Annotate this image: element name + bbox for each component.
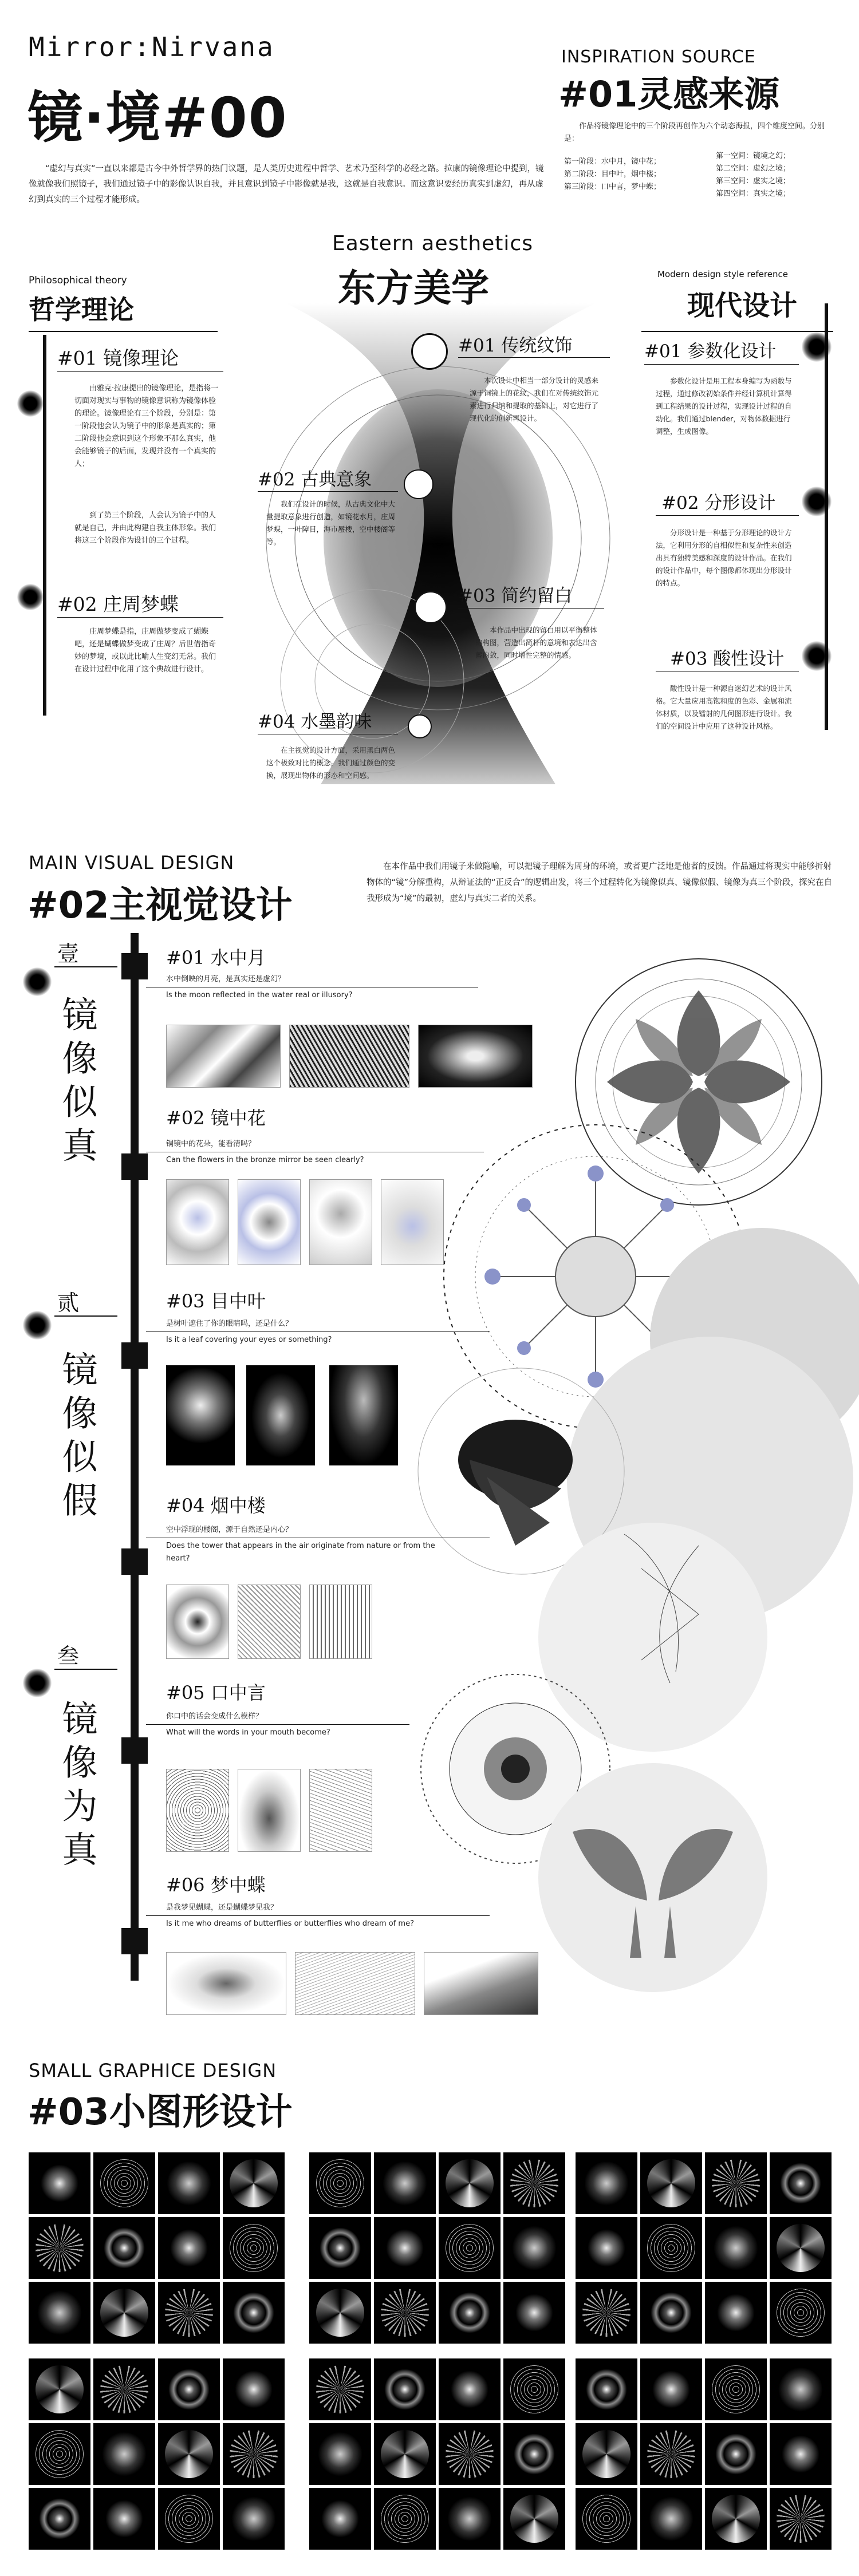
graphic-glyph-icon	[100, 2289, 148, 2337]
graphic-glyph-icon	[647, 2159, 695, 2207]
graphic-glyph-icon	[381, 2289, 429, 2337]
small-graphic-tile	[576, 2217, 637, 2279]
blur-dot-icon	[23, 967, 52, 996]
graphic-glyph-icon	[36, 2224, 84, 2272]
small-graphic-tile	[93, 2488, 155, 2550]
main-item-title: #05 口中言	[166, 1682, 266, 1704]
philosophy-item-text: 由雅克·拉康提出的镜像理论，是指将一切面对现实与事物的镜像意识称为镜像体验的理论。镜像理论有三个阶段，分别是：第一阶段他会认为镜子中的形象是真实的；第二阶段他会意识到这个形象不那么真实，他会能够镜子的后面，发现并没有一个真实的人；	[74, 384, 219, 468]
artwork-thumbnail	[246, 1365, 315, 1465]
small-graphic-tile	[223, 2358, 285, 2420]
graphic-glyph-icon	[100, 2224, 148, 2272]
small-graphic-tile	[640, 2358, 702, 2420]
modern-title: 现代设计	[687, 290, 798, 322]
graphic-glyph-icon	[582, 2224, 631, 2272]
main-item-title: #04 烟中楼	[166, 1495, 266, 1516]
small-graphic-tile	[640, 2282, 702, 2344]
artwork-thumbnail	[309, 1179, 372, 1265]
modern-item-title: #02 分形设计	[661, 493, 776, 513]
small-graphic-tile	[223, 2282, 285, 2344]
eastern-item-text: 在主视觉的设计方面，采用黑白两色这个极致对比的概念，我们通过颜色的变换，展现出物体的形态和空间感。	[266, 746, 396, 780]
small-graphic-tile	[439, 2423, 501, 2485]
divider	[146, 1915, 490, 1916]
small-graphic-tile	[309, 2217, 371, 2279]
stage-num: 叁	[57, 1643, 80, 1669]
graphic-glyph-icon	[100, 2430, 148, 2478]
small-graphic-tile	[576, 2423, 637, 2485]
small-graphic-tile	[309, 2488, 371, 2550]
graphic-glyph-icon	[230, 2365, 278, 2413]
small-graphic-tile	[158, 2358, 220, 2420]
graphic-glyph-icon	[36, 2430, 84, 2478]
small-graphic-tile	[503, 2358, 565, 2420]
eastern-title: 东方美学	[338, 266, 489, 310]
artwork-thumbnail	[238, 1585, 301, 1659]
main-item-q-cn: 水中倒映的月亮，是真实还是虚幻？	[166, 975, 286, 983]
divider	[644, 364, 799, 365]
graphic-glyph-icon	[36, 2365, 84, 2413]
main-item-q-cn: 是树叶遮住了你的眼睛吗，还是什么？	[166, 1319, 293, 1328]
graphic-glyph-icon	[446, 2430, 494, 2478]
graphic-glyph-icon	[647, 2495, 695, 2543]
small-graphic-tile	[705, 2152, 767, 2214]
ring-icon	[404, 469, 434, 499]
logo-text: Mirror:Nirvana	[29, 31, 275, 62]
small-graphic-tile	[503, 2217, 565, 2279]
graphic-glyph-icon	[230, 2289, 278, 2337]
divider	[458, 608, 604, 609]
stage-line: 第三阶段：口中言，梦中蝶；	[564, 183, 661, 191]
small-graphic-tile	[29, 2358, 90, 2420]
small-graphic-tile	[705, 2358, 767, 2420]
graphic-glyph-icon	[510, 2365, 558, 2413]
graphic-glyph-icon	[582, 2159, 631, 2207]
small-graphic-tile	[158, 2217, 220, 2279]
inspiration-label: INSPIRATION SOURCE	[561, 47, 756, 67]
graphic-glyph-icon	[446, 2495, 494, 2543]
graphic-glyph-icon	[230, 2430, 278, 2478]
philosophy-item-text: 到了第三个阶段，人会认为镜子中的人就是自己，并由此构建自我主体形象。我们将这三个阶段作为设计的三个过程。	[74, 511, 216, 545]
small-graphic-tile	[770, 2217, 832, 2279]
eastern-item-text: 我们在设计的时候，从古典文化中大量提取意象进行创造，如镜花水月，庄周梦蝶，一叶障目，海市蜃楼，空中楼阁等等。	[266, 500, 396, 546]
small-graphic-tile	[158, 2152, 220, 2214]
stage-num: 贰	[57, 1290, 80, 1315]
small-graphic-tile	[705, 2423, 767, 2485]
small-graphic-tile	[503, 2282, 565, 2344]
main-item-q-cn: 铜镜中的花朵，能看清吗？	[166, 1140, 256, 1148]
divider	[54, 1669, 117, 1670]
main-item-title: #02 镜中花	[166, 1107, 266, 1129]
graphic-glyph-icon	[446, 2289, 494, 2337]
graphic-glyph-icon	[712, 2224, 760, 2272]
main-visual-label: MAIN VISUAL DESIGN	[29, 852, 235, 874]
small-graphic-tile	[439, 2358, 501, 2420]
main-item-q-en: Does the tower that appears in the air originate from nature or from the heart?	[166, 1542, 435, 1563]
square-marker-icon	[121, 1548, 148, 1575]
small-graphic-tile	[374, 2488, 436, 2550]
graphic-glyph-icon	[446, 2365, 494, 2413]
artwork-thumbnail	[166, 1179, 229, 1265]
ring-icon	[414, 591, 447, 624]
graphic-glyph-icon	[230, 2159, 278, 2207]
eastern-item-title: #02 古典意象	[258, 469, 372, 490]
modern-item-text: 分形设计是一种基于分形理论的设计方法，它利用分形的自相似性和复杂性来创造出具有独特美感和深度的设计作品。在我们的设计作品中，每个图像都体现出分形设计的特点。	[656, 528, 792, 587]
divider	[146, 1724, 409, 1725]
artwork-thumbnail	[166, 1769, 229, 1852]
small-graphic-tile	[770, 2282, 832, 2344]
small-graphic-tile	[223, 2217, 285, 2279]
small-graphic-tile	[374, 2282, 436, 2344]
blur-dot-icon	[17, 584, 44, 610]
eastern-item-title: #01 传统纹饰	[458, 335, 573, 356]
inspiration-desc: 作品将镜像理论中的三个阶段再创作为六个动态海报，四个维度空间。分别是：	[564, 122, 825, 143]
small-graphic-tile	[223, 2423, 285, 2485]
graphic-glyph-icon	[712, 2495, 760, 2543]
inspiration-title: #01灵感来源	[558, 73, 780, 115]
graphic-glyph-icon	[165, 2224, 213, 2272]
modern-item-text: 参数化设计是用工程本身编写为函数与过程，通过修改初始条件并经计算机计算得到工程结果的设计过程，实现设计过程的自动化。我们通过blender，对物体数据进行调整，生成图像。	[656, 377, 792, 436]
main-item-title: #06 梦中蝶	[166, 1874, 266, 1896]
small-graphic-tile	[576, 2282, 637, 2344]
artwork-thumbnail	[166, 1025, 281, 1088]
graphic-glyph-icon	[712, 2289, 760, 2337]
small-graphic-tile	[223, 2488, 285, 2550]
main-visual-graphics	[401, 927, 859, 2004]
eastern-item-text: 本次设计中相当一部分设计的灵感来源于铜镜上的花纹，我们在对传统纹饰元素进行归纳和提取的基础上，对它进行了现代化的创新再设计。	[470, 376, 599, 422]
small-graphic-tile	[93, 2152, 155, 2214]
graphic-glyph-icon	[777, 2289, 825, 2337]
blur-dot-icon	[802, 487, 832, 516]
small-graphic-tile	[29, 2152, 90, 2214]
blur-dot-icon	[23, 1669, 52, 1697]
graphic-glyph-icon	[446, 2224, 494, 2272]
modern-label: Modern design style reference	[657, 269, 788, 279]
ring-icon	[408, 714, 432, 738]
small-graphic-tile	[439, 2282, 501, 2344]
small-graphic-tile	[770, 2423, 832, 2485]
graphic-glyph-icon	[230, 2224, 278, 2272]
small-graphic-tile	[705, 2217, 767, 2279]
graphic-glyph-icon	[510, 2495, 558, 2543]
small-graphic-tile	[158, 2488, 220, 2550]
stage-line: 第一阶段：水中月，镜中花；	[564, 157, 661, 166]
graphic-glyph-icon	[381, 2159, 429, 2207]
blur-dot-icon	[23, 1311, 52, 1340]
graphic-glyph-icon	[712, 2159, 760, 2207]
ring-icon	[411, 333, 448, 370]
small-graphic-tile	[29, 2423, 90, 2485]
graphic-glyph-icon	[316, 2430, 364, 2478]
divider	[57, 617, 223, 618]
graphic-glyph-icon	[316, 2495, 364, 2543]
main-item-q-cn: 空中浮现的楼阁，源于自然还是内心？	[166, 1526, 293, 1534]
divider	[54, 1315, 117, 1317]
small-graphic-tile	[770, 2358, 832, 2420]
philosophy-item-text: 庄周梦蝶是指，庄周做梦变成了蝴蝶吧，还是蝴蝶做梦变成了庄周？后世借指奇妙的梦境，或以此比喻人生变幻无常。我们在设计过程中化用了这个典故进行设计。	[74, 627, 216, 674]
stage-num: 壹	[57, 941, 80, 966]
philosophy-rule	[29, 331, 218, 332]
philosophy-item-title: #01 镜像理论	[57, 347, 179, 369]
graphic-glyph-icon	[316, 2224, 364, 2272]
main-item-q-en: Can the flowers in the bronze mirror be seen clearly?	[166, 1156, 364, 1164]
divider	[656, 515, 799, 516]
main-item-title: #01 水中月	[166, 947, 266, 969]
modern-item-title: #01 参数化设计	[644, 341, 777, 362]
square-marker-icon	[121, 953, 148, 979]
small-graphic-tile	[640, 2152, 702, 2214]
graphic-glyph-icon	[165, 2365, 213, 2413]
small-graphic-tile	[503, 2152, 565, 2214]
small-graphic-tile	[93, 2217, 155, 2279]
small-graphic-tile	[439, 2217, 501, 2279]
small-graphic-label: SMALL GRAPHICE DESIGN	[29, 2060, 277, 2081]
graphic-glyph-icon	[647, 2430, 695, 2478]
philosophy-label: Philosophical theory	[29, 275, 127, 286]
artwork-thumbnail	[238, 1179, 301, 1265]
graphic-glyph-icon	[230, 2495, 278, 2543]
graphic-glyph-icon	[100, 2365, 148, 2413]
graphic-glyph-icon	[381, 2365, 429, 2413]
divider	[57, 371, 223, 372]
graphic-glyph-icon	[647, 2289, 695, 2337]
graphic-glyph-icon	[510, 2289, 558, 2337]
small-graphic-tile	[158, 2282, 220, 2344]
blur-dot-icon	[17, 390, 44, 417]
space-line: 第二空间：虚幻之境；	[716, 164, 791, 173]
graphic-glyph-icon	[582, 2289, 631, 2337]
main-timeline-bar	[131, 933, 139, 1981]
small-graphic-tile	[576, 2358, 637, 2420]
small-graphic-tile	[640, 2217, 702, 2279]
graphic-glyph-icon	[165, 2430, 213, 2478]
graphic-glyph-icon	[36, 2495, 84, 2543]
artwork-thumbnail	[295, 1952, 415, 2015]
inspiration-spaces	[716, 150, 842, 200]
graphic-glyph-icon	[712, 2430, 760, 2478]
small-graphic-tile	[770, 2152, 832, 2214]
philosophy-vbar	[43, 335, 46, 716]
small-graphic-tile	[640, 2488, 702, 2550]
artwork-thumbnail	[309, 1769, 372, 1852]
graphic-glyph-icon	[712, 2365, 760, 2413]
main-visual-desc: 在本作品中我们用镜子来做隐喻，可以把镜子理解为周身的环境，或者更广泛地是他者的反馈。作品通过将现实中能够折射物体的“镜”分解重构，从辩证法的“正反合”的逻辑出发，将三个过程转化为镜像似真、镜像似假、镜像为真三个阶段，探究在自我形成为“境”的最初，虚幻与真实二者的关系。	[367, 862, 833, 903]
artwork-thumbnail	[424, 1952, 538, 2015]
small-graphic-tile	[93, 2423, 155, 2485]
square-marker-icon	[121, 1928, 148, 1954]
graphic-glyph-icon	[777, 2159, 825, 2207]
small-graphic-tile	[640, 2423, 702, 2485]
small-graphic-tile	[29, 2488, 90, 2550]
stage-name: 镜像为真	[56, 1700, 98, 1874]
stage-name: 镜像似假	[56, 1351, 98, 1525]
philosophy-item-title: #02 庄周梦蝶	[57, 593, 179, 615]
main-item-q-en: Is the moon reflected in the water real or illusory?	[166, 991, 353, 999]
graphic-glyph-icon	[100, 2159, 148, 2207]
small-graphic-tile	[309, 2423, 371, 2485]
graphic-glyph-icon	[381, 2224, 429, 2272]
square-marker-icon	[121, 1342, 148, 1369]
modern-rule	[641, 331, 833, 332]
small-graphic-tile	[374, 2217, 436, 2279]
graphic-glyph-icon	[36, 2289, 84, 2337]
graphic-glyph-icon	[582, 2365, 631, 2413]
small-graphic-tile	[705, 2488, 767, 2550]
stage-line: 第二阶段：目中叶，烟中楼；	[564, 170, 661, 179]
small-graphic-tile	[309, 2358, 371, 2420]
modern-item-title: #03 酸性设计	[670, 649, 785, 669]
graphic-glyph-icon	[316, 2289, 364, 2337]
graphic-glyph-icon	[165, 2495, 213, 2543]
artwork-thumbnail	[418, 1025, 533, 1088]
small-graphic-tile	[576, 2152, 637, 2214]
small-graphic-tile	[439, 2152, 501, 2214]
small-graphic-tile	[503, 2423, 565, 2485]
small-graphic-tile	[93, 2282, 155, 2344]
small-graphic-tile	[223, 2152, 285, 2214]
graphic-glyph-icon	[381, 2495, 429, 2543]
divider	[54, 966, 117, 967]
small-graphic-tile	[29, 2217, 90, 2279]
main-item-q-cn: 是我梦见蝴蝶，还是蝴蝶梦见我？	[166, 1903, 278, 1912]
small-graphic-tile	[29, 2282, 90, 2344]
graphic-glyph-icon	[36, 2159, 84, 2207]
square-marker-icon	[121, 1153, 148, 1180]
graphic-glyph-icon	[381, 2430, 429, 2478]
small-graphic-tile	[439, 2488, 501, 2550]
graphic-glyph-icon	[647, 2365, 695, 2413]
small-graphic-tile	[374, 2152, 436, 2214]
graphic-glyph-icon	[582, 2430, 631, 2478]
graphic-glyph-icon	[777, 2365, 825, 2413]
stage-name: 镜像似真	[56, 996, 98, 1170]
small-graphic-tile	[93, 2358, 155, 2420]
artwork-thumbnail	[238, 1769, 301, 1852]
small-graphic-tile	[705, 2282, 767, 2344]
graphic-glyph-icon	[100, 2495, 148, 2543]
divider	[458, 357, 610, 358]
space-line: 第三空间：虚实之境；	[716, 177, 791, 185]
main-item-q-en: Is it me who dreams of butterflies or butterflies who dream of me?	[166, 1919, 414, 1928]
artwork-thumbnail	[309, 1585, 372, 1659]
artwork-thumbnail	[289, 1025, 409, 1088]
blur-dot-icon	[802, 641, 832, 671]
artwork-thumbnail	[166, 1365, 235, 1465]
eastern-item-text: 本作品中出现的留白用以平衡整体的构图，营造出简朴的意境和表达出含蓄内敛，同时增性完整的情感。	[475, 626, 597, 659]
small-graphic-tile	[309, 2282, 371, 2344]
main-item-title: #03 目中叶	[166, 1290, 266, 1312]
graphic-glyph-icon	[582, 2495, 631, 2543]
small-graphic-tile	[503, 2488, 565, 2550]
small-graphic-tile	[374, 2423, 436, 2485]
small-graphic-tile	[770, 2488, 832, 2550]
divider	[258, 491, 398, 492]
small-graphic-tile	[309, 2152, 371, 2214]
graphic-glyph-icon	[165, 2289, 213, 2337]
graphic-glyph-icon	[510, 2430, 558, 2478]
graphic-glyph-icon	[510, 2224, 558, 2272]
graphic-glyph-icon	[647, 2224, 695, 2272]
graphic-glyph-icon	[777, 2495, 825, 2543]
eastern-item-title: #04 水墨韵味	[258, 712, 372, 732]
blur-dot-icon	[802, 332, 832, 362]
eastern-label: Eastern aesthetics	[332, 232, 533, 255]
graphic-glyph-icon	[777, 2430, 825, 2478]
main-item-q-en: What will the words in your mouth become?	[166, 1728, 330, 1737]
space-line: 第一空间：镜境之幻；	[716, 152, 791, 160]
square-marker-icon	[121, 1737, 148, 1764]
small-graphic-title: #03小图形设计	[27, 2091, 293, 2134]
artwork-thumbnail	[381, 1179, 444, 1265]
main-item-q-cn: 你口中的话会变成什么模样？	[166, 1712, 263, 1721]
small-graphic-tile	[374, 2358, 436, 2420]
inspiration-stages	[564, 156, 702, 193]
artwork-thumbnail	[329, 1365, 398, 1465]
small-graphic-tile	[158, 2423, 220, 2485]
philosophy-title: 哲学理论	[29, 294, 134, 325]
main-visual-title: #02主视觉设计	[27, 884, 293, 927]
page-title: 镜·境#00	[27, 86, 288, 150]
main-item-q-en: Is it a leaf covering your eyes or something?	[166, 1336, 332, 1344]
graphic-glyph-icon	[165, 2159, 213, 2207]
graphic-glyph-icon	[446, 2159, 494, 2207]
small-graphic-tile	[576, 2488, 637, 2550]
eastern-item-title: #03 简约留白	[458, 586, 573, 606]
graphic-glyph-icon	[316, 2365, 364, 2413]
space-line: 第四空间：真实之境；	[716, 189, 791, 198]
modern-item-text: 酸性设计是一种源自迷幻艺术的设计风格。它大量应用高饱和度的色彩、金属和流体材质，以及镭射的几何图形进行设计。我们的空间设计中应用了这种设计风格。	[656, 684, 792, 730]
graphic-glyph-icon	[316, 2159, 364, 2207]
graphic-glyph-icon	[510, 2159, 558, 2207]
graphic-glyph-icon	[777, 2224, 825, 2272]
artwork-thumbnail	[166, 1952, 286, 2015]
artwork-thumbnail	[166, 1585, 229, 1659]
intro-text: “虚幻与真实”一直以来都是古今中外哲学界的热门议题，是人类历史进程中哲学、艺术乃至科学的必经之路。拉康的镜像理论中提到，镜像就像我们照镜子，我们通过镜子中的影像认识自我，并且意识到镜子中影像就是我，这就是自我意识。而这意识要经历真实到虚幻，再从虚幻到真实的三个过程才能形成。	[29, 164, 544, 204]
